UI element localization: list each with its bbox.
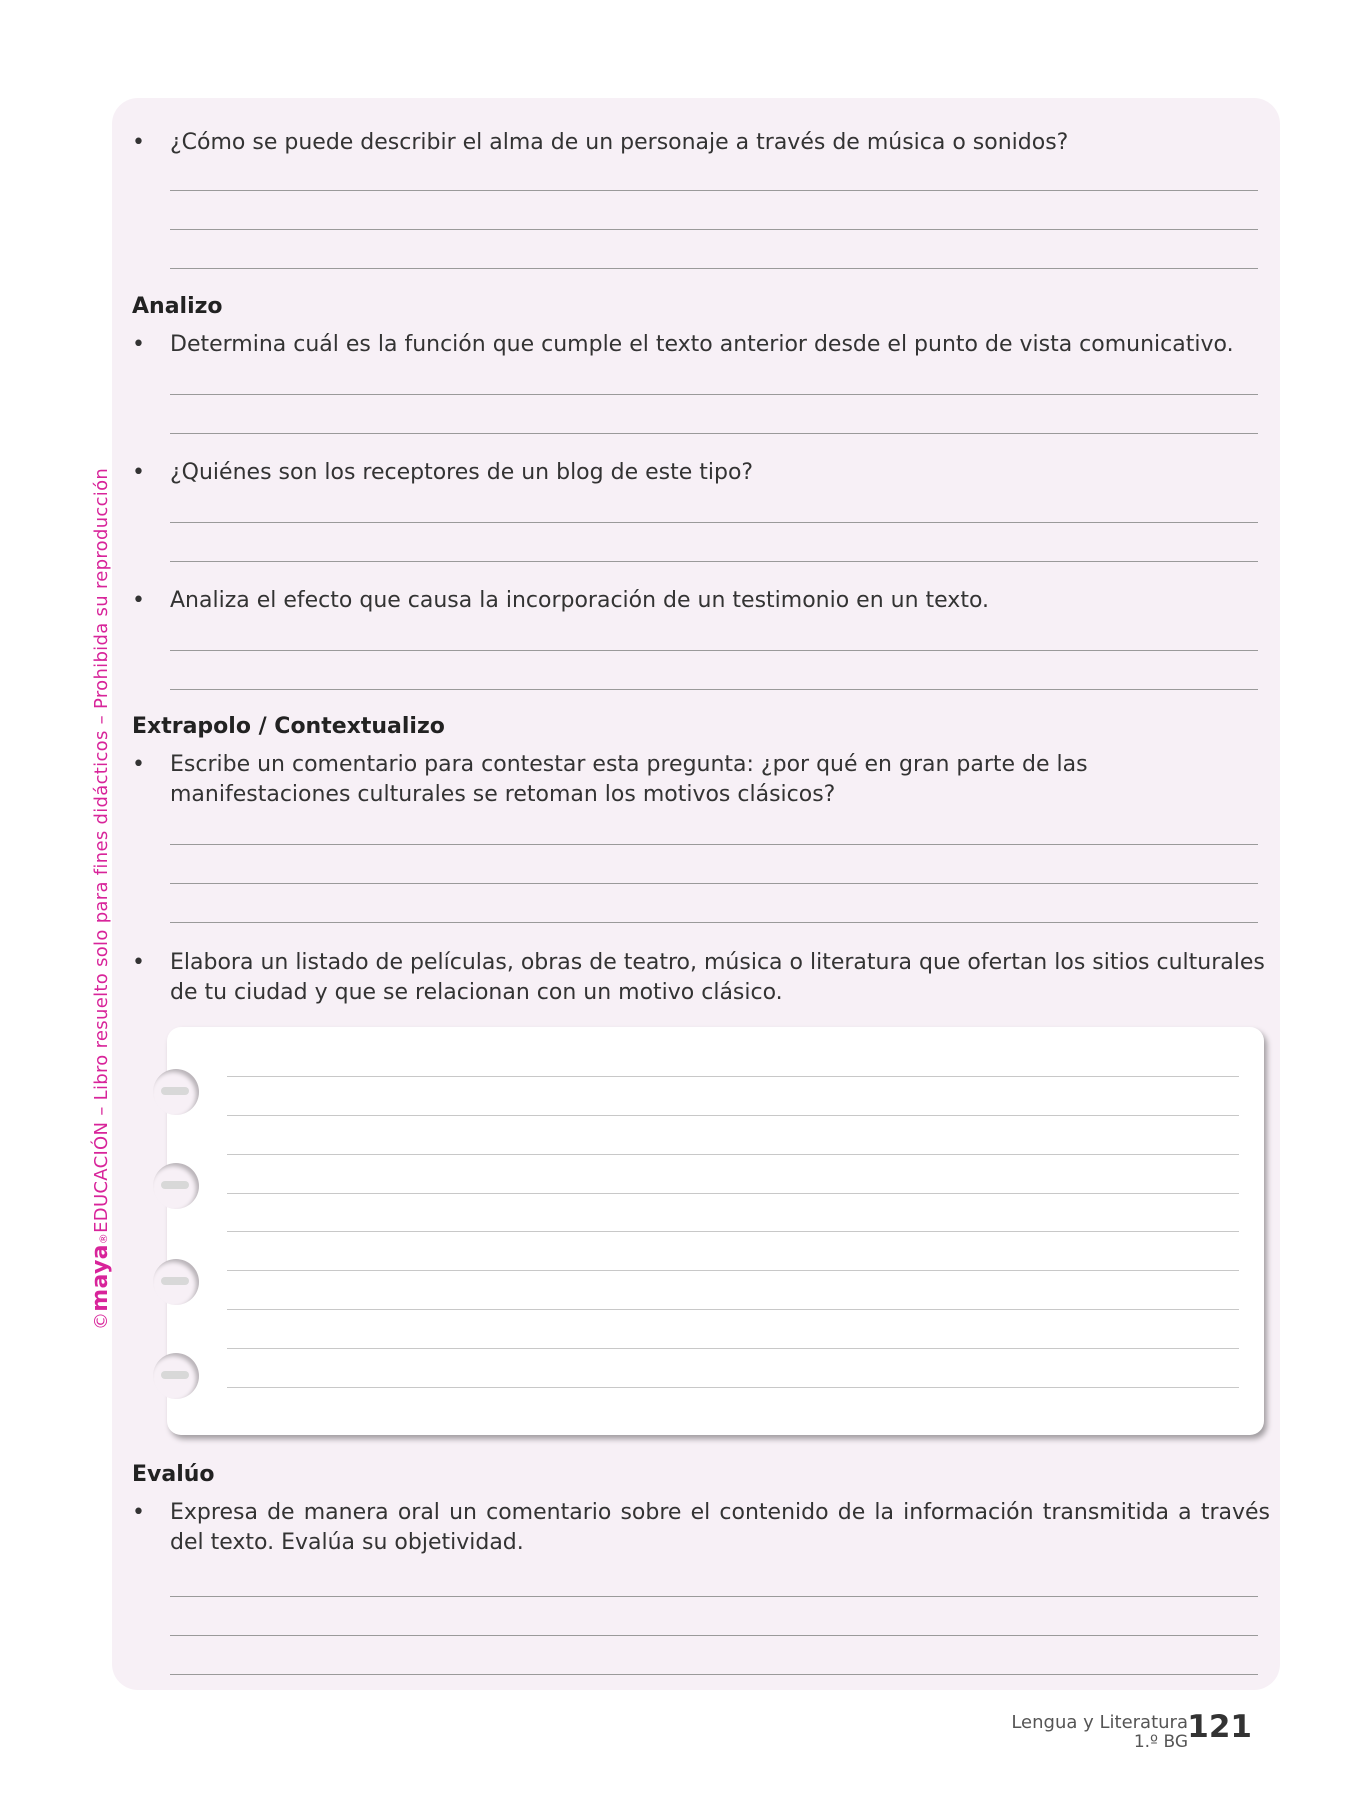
answer-line[interactable] [170, 922, 1258, 923]
question-6 [132, 948, 1270, 1008]
side-copyright-notice [88, 468, 113, 1330]
question-7 [132, 1498, 1270, 1558]
bullet: • [132, 130, 145, 155]
question-3 [132, 458, 1270, 488]
footer-grade: 1.º BG [1133, 1732, 1188, 1752]
notebook-line[interactable] [227, 1154, 1239, 1155]
ring-wire-icon [161, 1181, 189, 1189]
question-2 [132, 330, 1270, 360]
page-number: 121 [1187, 1709, 1252, 1745]
question-6-text: Elabora un listado de películas, obras de teatro, música o literatura que ofertan los sitios culturales de tu ciudad y que se relacionan con un motivo clásico. [170, 950, 1265, 1005]
notebook-line[interactable] [227, 1309, 1239, 1310]
question-2-text: Determina cuál es la función que cumple el texto anterior desde el punto de vista comunicativo. [170, 332, 1234, 357]
question-5 [132, 750, 1270, 810]
question-7-text: Expresa de manera oral un comentario sobre el contenido de la información transmitida a través del texto. Evalúa su objetividad. [170, 1500, 1270, 1555]
answer-line[interactable] [170, 1596, 1258, 1597]
ring-wire-icon [161, 1087, 189, 1095]
bullet: • [132, 1500, 145, 1525]
notebook-line[interactable] [227, 1076, 1239, 1077]
answer-line[interactable] [170, 844, 1258, 845]
answer-line[interactable] [170, 689, 1258, 690]
bullet: • [132, 460, 145, 485]
section-heading-extrapolo: Extrapolo / Contextualizo [132, 714, 445, 739]
answer-line[interactable] [170, 561, 1258, 562]
answer-line[interactable] [170, 1674, 1258, 1675]
question-4-text: Analiza el efecto que causa la incorporación de un testimonio en un texto. [170, 588, 990, 613]
notebook-line[interactable] [227, 1348, 1239, 1349]
notebook-line[interactable] [227, 1270, 1239, 1271]
question-4 [132, 586, 1270, 616]
question-1 [132, 128, 1270, 158]
footer-subject: Lengua y Literatura [1011, 1712, 1188, 1733]
section-heading-analizo: Analizo [132, 294, 223, 319]
notebook-line[interactable] [227, 1387, 1239, 1388]
copyright-symbol: © [91, 1311, 112, 1330]
section-heading-evaluo: Evalúo [132, 1462, 215, 1487]
answer-line[interactable] [170, 433, 1258, 434]
question-5-text: Escribe un comentario para contestar esta pregunta: ¿por qué en gran parte de las manifestaciones culturales se retoman los motivos clásicos? [170, 752, 1088, 807]
bullet: • [132, 588, 145, 613]
answer-line[interactable] [170, 883, 1258, 884]
bullet: • [132, 950, 145, 975]
question-3-text: ¿Quiénes son los receptores de un blog de este tipo? [170, 460, 754, 485]
ring-wire-icon [161, 1371, 189, 1379]
answer-line[interactable] [170, 190, 1258, 191]
bullet: • [132, 752, 145, 777]
bullet: • [132, 332, 145, 357]
maya-brand-logo: maya [88, 1244, 113, 1312]
answer-line[interactable] [170, 229, 1258, 230]
question-1-text: ¿Cómo se puede describir el alma de un personaje a través de música o sonidos? [170, 130, 1069, 155]
notebook-answer-box[interactable] [167, 1027, 1264, 1435]
registered-symbol: ® [97, 1232, 110, 1245]
answer-line[interactable] [170, 650, 1258, 651]
ring-wire-icon [161, 1277, 189, 1285]
side-notice-text: EDUCACIÓN – Libro resuelto solo para fines didácticos – Prohibida su reproducción [91, 467, 112, 1233]
answer-line[interactable] [170, 268, 1258, 269]
answer-line[interactable] [170, 522, 1258, 523]
notebook-line[interactable] [227, 1115, 1239, 1116]
notebook-line[interactable] [227, 1193, 1239, 1194]
answer-line[interactable] [170, 394, 1258, 395]
notebook-line[interactable] [227, 1231, 1239, 1232]
answer-line[interactable] [170, 1635, 1258, 1636]
